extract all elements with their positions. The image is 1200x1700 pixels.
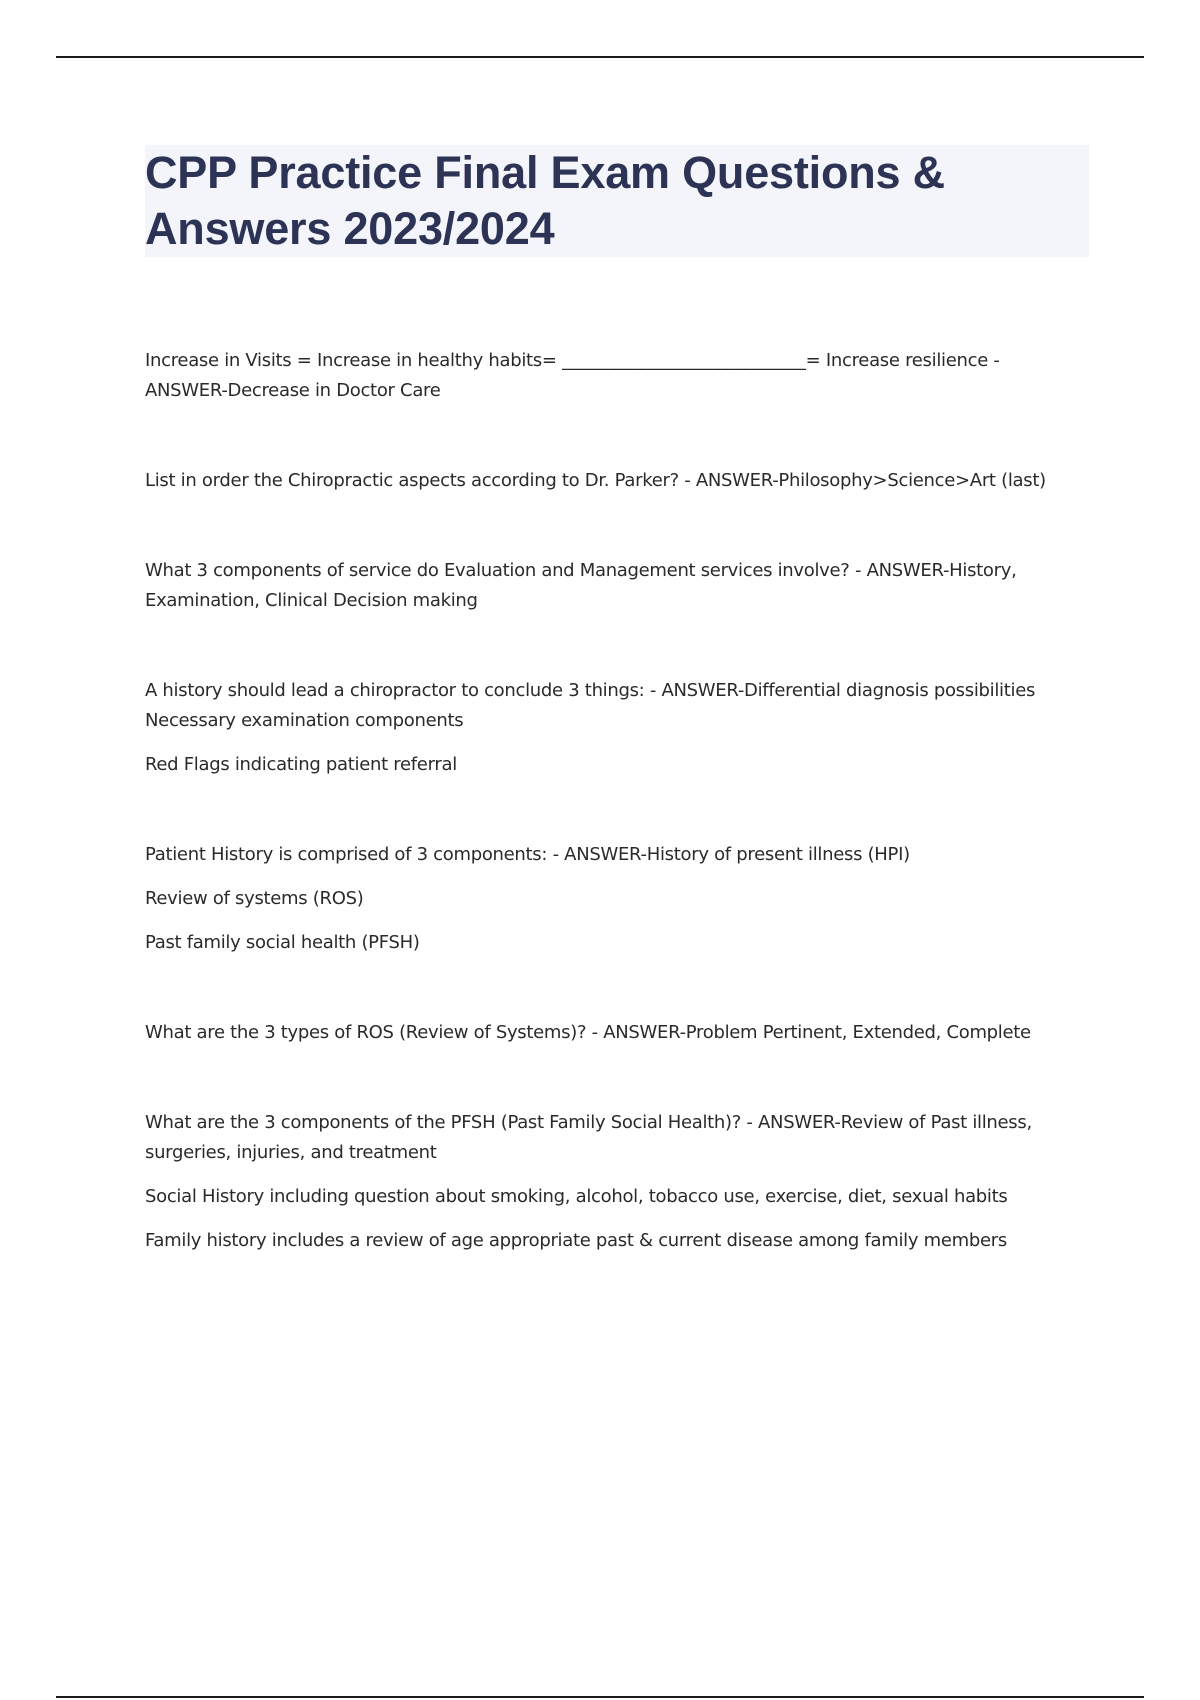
document-title: CPP Practice Final Exam Questions & Answers 2023/2024 <box>145 147 945 254</box>
qa-text: What are the 3 types of ROS (Review of Systems)? - ANSWER-Problem Pertinent, Extended, Complete <box>145 1022 1031 1043</box>
qa-text: What are the 3 components of the PFSH (Past Family Social Health)? - ANSWER-Review of Past illness, surgeries, injuries, and treatment <box>145 1112 1032 1163</box>
qa-text: What 3 components of service do Evaluation and Management services involve? - ANSWER-History, Examination, Clinical Decision making <box>145 560 1017 611</box>
qa-text: List in order the Chiropractic aspects according to Dr. Parker? - ANSWER-Philosophy>Science>Art (last) <box>145 470 1046 491</box>
qa-text: Red Flags indicating patient referral <box>145 754 457 775</box>
bottom-divider <box>56 1696 1144 1698</box>
top-divider <box>56 56 1144 58</box>
qa-item-7 <box>145 1108 1075 1256</box>
qa-item-5 <box>145 840 1075 958</box>
qa-item-4 <box>145 676 1075 780</box>
qa-text: Family history includes a review of age appropriate past & current disease among family members <box>145 1230 1007 1251</box>
qa-text: A history should lead a chiropractor to conclude 3 things: - ANSWER-Differential diagnosis possibilities Necessary examination components <box>145 680 1036 731</box>
title-banner <box>145 145 1089 257</box>
qa-text: Patient History is comprised of 3 components: - ANSWER-History of present illness (HPI) <box>145 844 910 865</box>
qa-list <box>145 346 1075 1316</box>
qa-item-3 <box>145 556 1075 616</box>
qa-item-1 <box>145 346 1075 406</box>
qa-item-6 <box>145 1018 1075 1048</box>
qa-text: Past family social health (PFSH) <box>145 932 420 953</box>
qa-item-2 <box>145 466 1075 496</box>
qa-text: Review of systems (ROS) <box>145 888 364 909</box>
qa-text: Increase in Visits = Increase in healthy habits= ____________________________= Increase resilience - ANSWER-Decrease in Doctor Care <box>145 350 1000 401</box>
qa-text: Social History including question about smoking, alcohol, tobacco use, exercise, diet, sexual habits <box>145 1186 1008 1207</box>
